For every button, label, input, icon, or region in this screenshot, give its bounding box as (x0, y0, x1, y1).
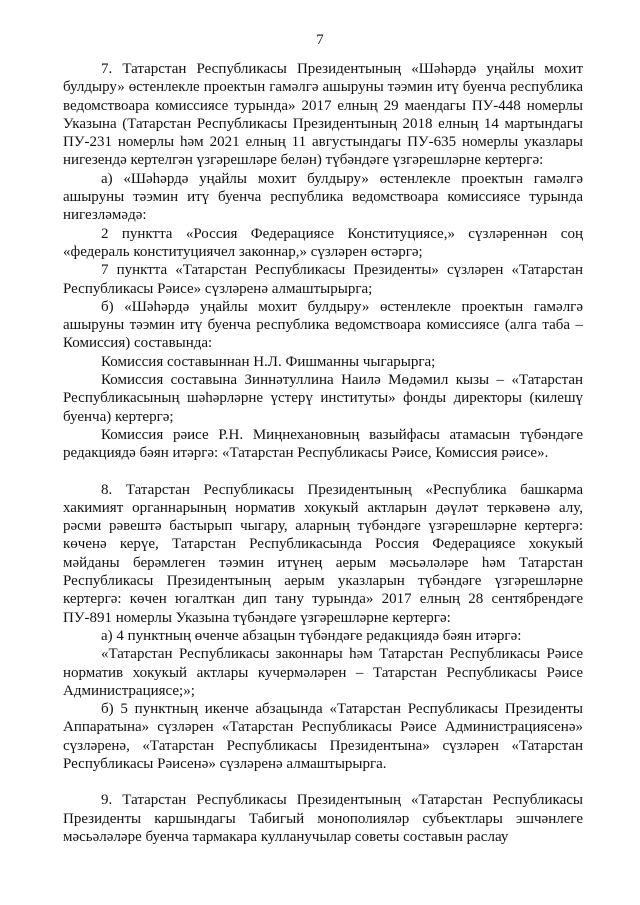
section-8-item-b: б) 5 пунктның икенче абзацында «Татарстан Республикасы Президенты Аппаратына» сүзләрен «Татарстан Республикасы Рәисе Администрациясенә» сүзләренә, «Татарстан Республикасы Президентына» сүзләрен «Татарстан Республикасы Рәисенә» сүзләренә алмаштырырга. (63, 701, 583, 772)
section-8-intro: 8. Татарстан Республикасы Президентының «Республика башкарма хакимият органнарының норматив хокукый актларын дәүләт теркәвенә алу, рәсми рәвештә бастырып чыгару, аларның түбәндәге үзгәрешләрне кертергә: көченә керүе, Татарстан Республикасында Россия Федерациясе хокукый мәйданы берәмлеген тәэмин итүнең аерым мәсьәләләре һәм Татарстан Республикасы Президентының аерым указларын түбәндәге үзгәрешләрне кертергә: көчен югалткан дип тану турында» 2017 елның 28 сентябрендәге ПУ-891 номерлы Указына түбәндәге үзгәрешләрне кертергә: (63, 481, 583, 626)
section-7-item-b-line-3: Комиссия рәисе Р.Н. Миңнехановның вазыйфасы атамасын түбәндәге редакциядә бәян итәргә: «Татарстан Республикасы Рәисе, Комиссия рәисе». (63, 426, 583, 462)
section-7-item-a-point-2: 2 пунктта «Россия Федерациясе Конституциясе,» сүзләреннән соң «федераль конституциячел законнар,» сүзләрен өстәргә; (63, 225, 583, 260)
section-7-item-b: б) «Шәһәрдә уңайлы мохит булдыру» өстенлекле проектын гамәлгә ашыруны тәэмин итү буенча республика ведомствоара комиссиясе (алга таба – Комиссия) составында: (63, 298, 583, 352)
section-spacer (63, 463, 583, 481)
document-body (63, 60, 583, 846)
section-7-item-b-line-2: Комиссия составына Зиннәтуллина Наилә Мөдәмил кызы – «Татарстан Республикасының шәһәрләрне үстерү институты» фонды директоры (килешү буенча) кертергә; (63, 372, 583, 425)
section-7-item-b-line-1: Комиссия составыннан Н.Л. Фишманны чыгарырга; (101, 353, 436, 370)
section-9-intro: 9. Татарстан Республикасы Президентының «Татарстан Республикасы Президенты каршындагы Табигый монополияләр субъектлары эшчәнлеге мәсьәләләре буенча тармакара кулланучылар советы составын раслау (63, 792, 583, 845)
section-8-item-a: а) 4 пунктның өченче абзацын түбәндәге редакциядә бәян итәргә: (101, 627, 522, 644)
section-8-item-a-quote: «Татарстан Республикасы законнары һәм Татарстан Республикасы Рәисе норматив хокукый актлары кучермәләрен – Татарстан Республикасы Рәисе Администрациясе;»; (63, 646, 583, 699)
section-7-item-a: а) «Шәһәрдә уңайлы мохит булдыру» өстенлекле проектын гамәлгә ашыруны тәэмин итү буенча республика ведомствоара комиссиясе турында нигезләмәдә: (63, 170, 583, 224)
section-spacer (63, 773, 583, 791)
section-7-intro: 7. Татарстан Республикасы Президентының «Шәһәрдә уңайлы мохит булдыру» өстенлекле проектын гамәлгә ашыруны тәэмин итү буенча республика ведомствоара комиссиясе турында» 2017 елның 29 маендагы ПУ-448 номерлы Указына (Татарстан Республикасы Президентының 2018 елның 14 мартындагы ПУ-231 номерлы һәм 2021 елның 11 августындагы ПУ-635 номерлы указлары нигезендә кертелгән үзгәрешләре белән) түбәндәге үзгәрешләрне кертергә: (63, 61, 583, 169)
page-number: 7 (316, 32, 324, 48)
section-7-item-a-point-7: 7 пунктта «Татарстан Республикасы Президенты» сүзләрен «Татарстан Республикасы Рәисе» сүзләренә алмаштырырга; (63, 262, 583, 297)
